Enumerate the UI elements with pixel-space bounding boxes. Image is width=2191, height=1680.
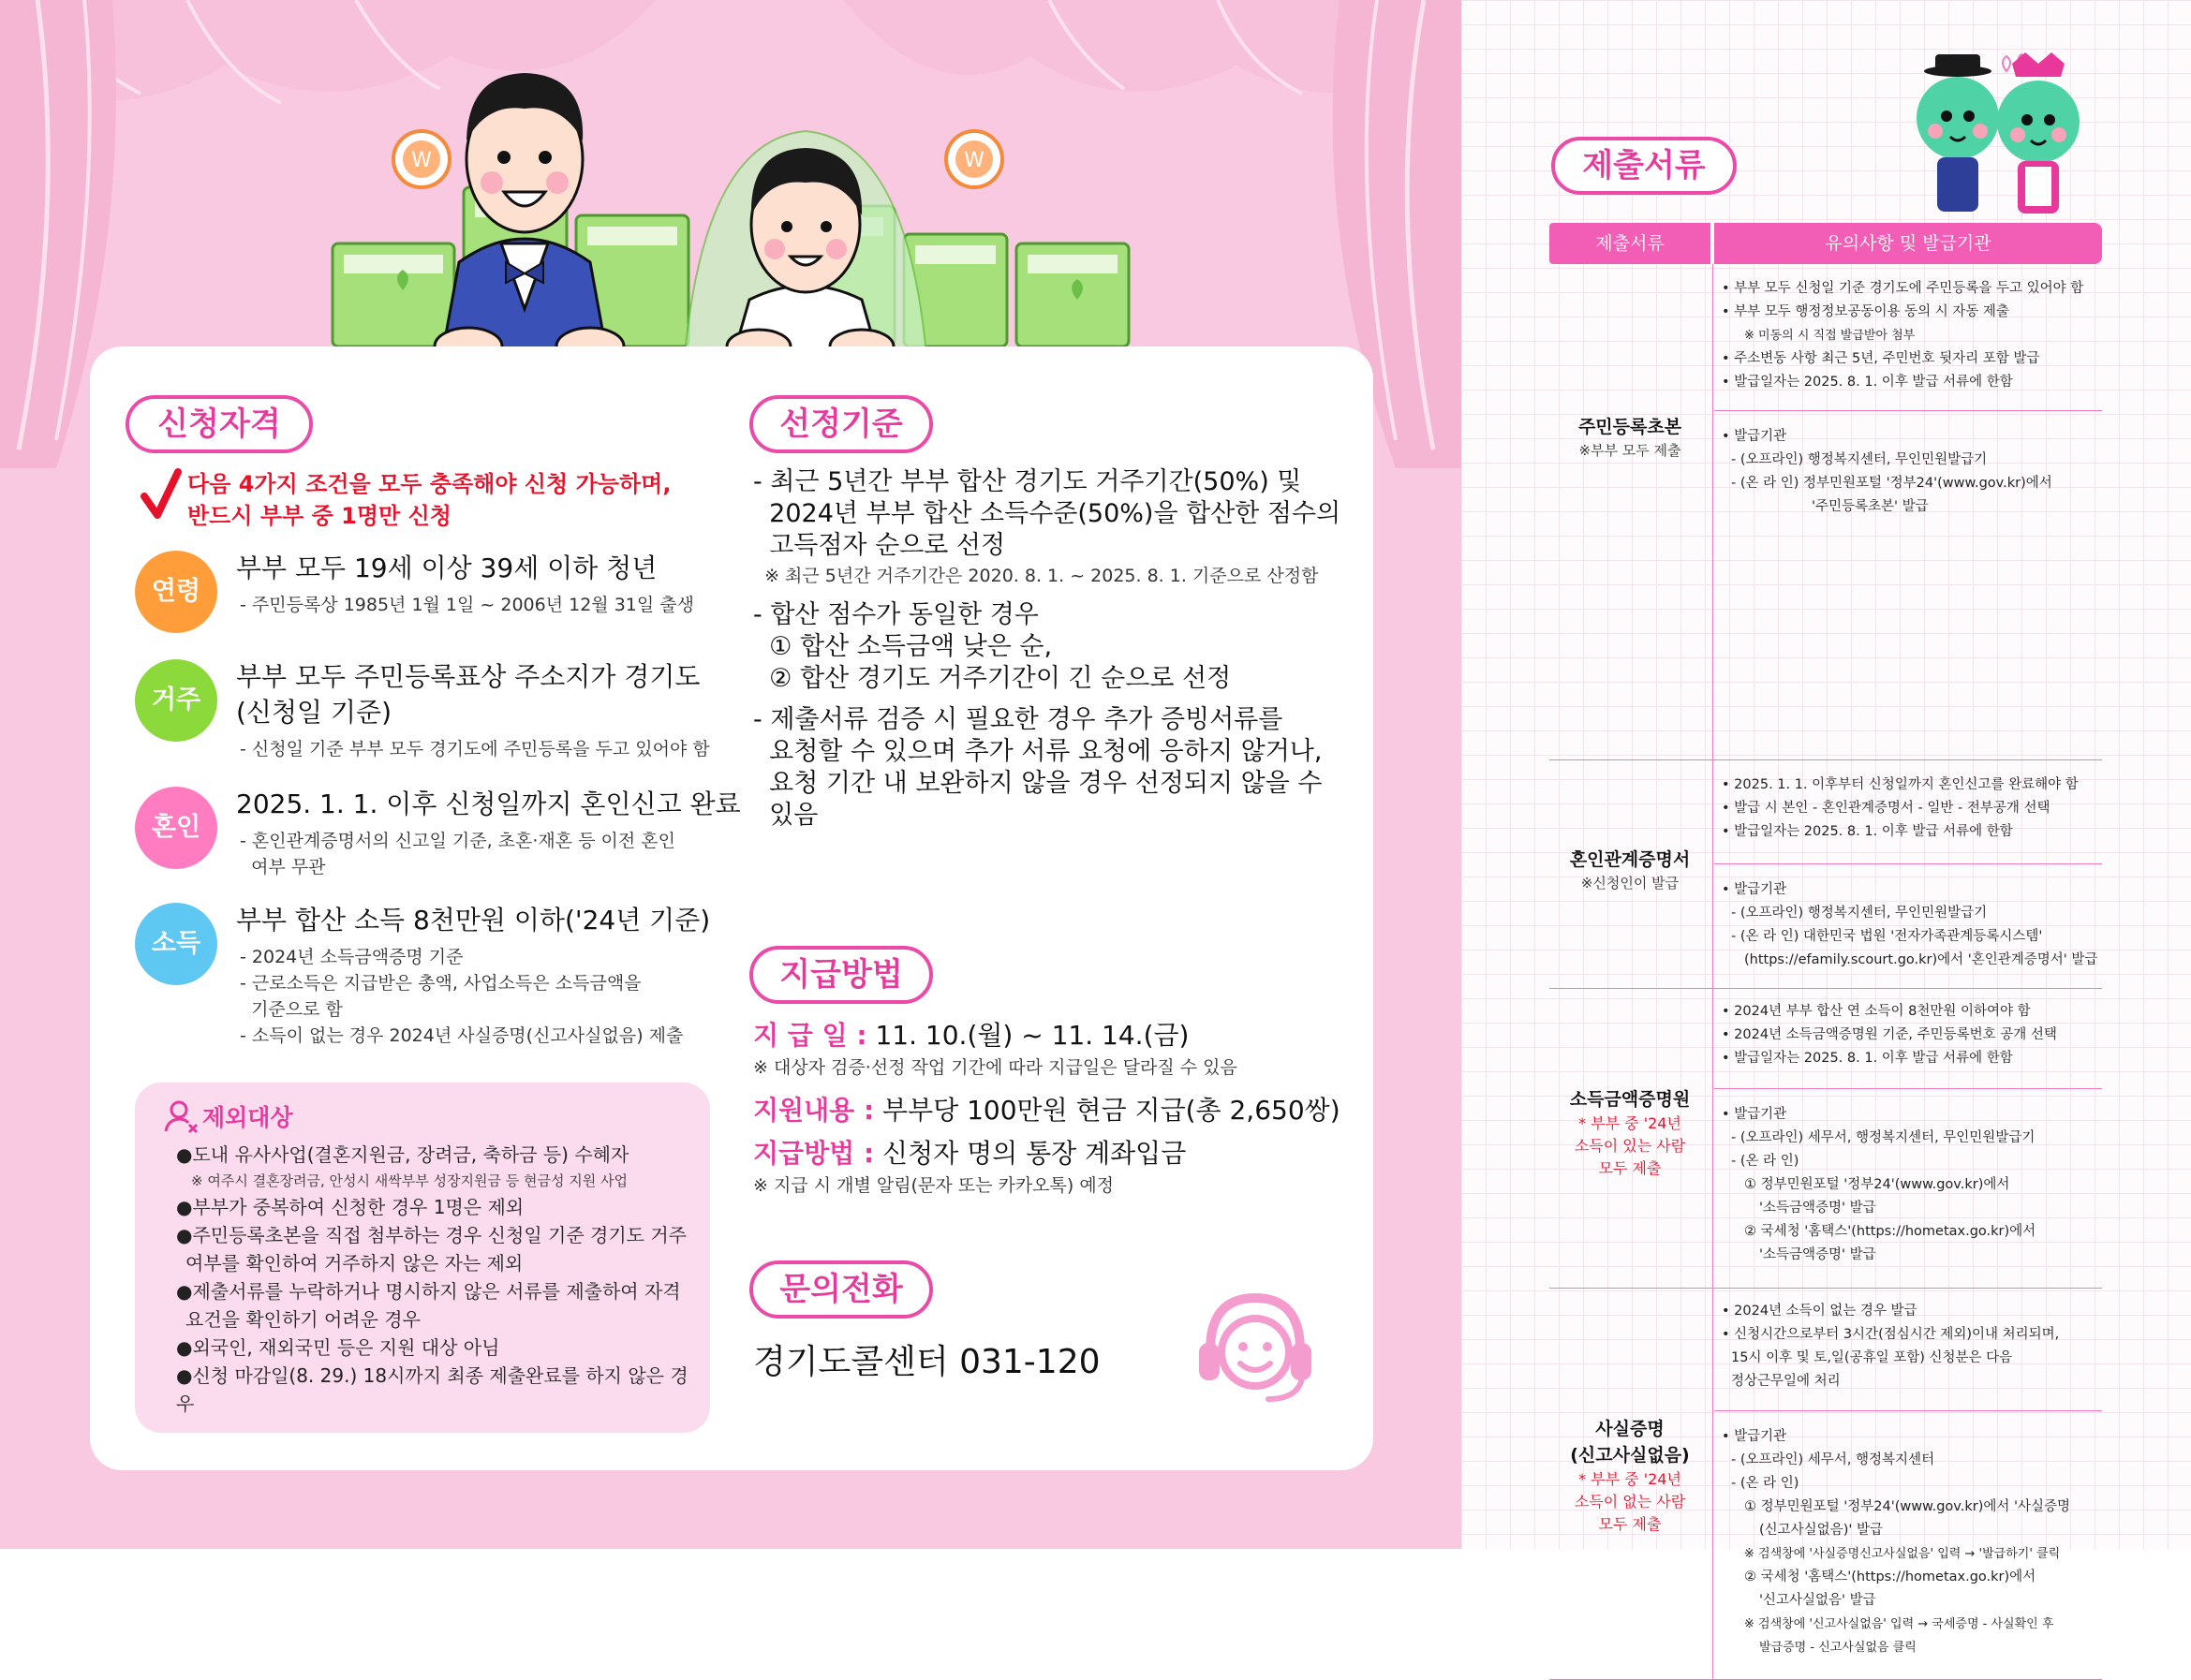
won-coin-icon [946,131,1002,187]
document-note-line: - (온 라 인) 정부민원포털 '정부24'(www.gov.kr)에서 [1731,476,2052,491]
document-sub: ※부부 모두 제출 [1578,442,1681,459]
notes-block [1722,774,2100,844]
document-note-line: - (오프라인) 행정복지센터, 무인민원발급기 [1731,906,1988,921]
notes-block [1722,1300,2100,1393]
document-note-line: • 발급 시 본인 - 혼인관계증명서 - 일반 - 전부공개 선택 [1722,801,2050,816]
document-note-line: 발급증명 - 신고사실없음 클릭 [1759,1641,1917,1655]
check-mark-icon [141,468,182,521]
document-note-line: • 발급기관 [1722,1429,1787,1444]
document-note-line: • 발급일자는 2025. 8. 1. 이후 발급 서류에 한함 [1722,824,2013,839]
selection-line: 있음 [753,801,819,830]
svg-text:W: W [411,149,432,172]
document-note-line: • 발급기관 [1722,1107,1787,1122]
document-name-cell [1549,1416,1710,1536]
exclusion-item: 여부를 확인하여 거주하지 않은 자는 제외 [185,1252,524,1275]
notes-block [1722,277,2100,394]
payment-title: 지급방법 [749,946,933,1004]
condition-detail: - 혼인관계증명서의 신고일 기준, 초혼·재혼 등 이전 혼인 [240,831,676,851]
exclusion-box [135,1083,710,1433]
document-note-line: '소득금액증명' 발급 [1759,1247,1876,1262]
exclusion-item: 요건을 확인하기 어려운 경우 [185,1308,421,1331]
payment-details [753,1017,1340,1210]
condition-detail: - 소득이 없는 경우 2024년 사실증명(신고사실없음) 제출 [240,1025,684,1046]
payment-date [753,1017,1334,1054]
document-note-line: ① 정부민원포털 '정부24'(www.gov.kr)에서 '사실증명 [1744,1499,2070,1514]
table-row [1549,264,2102,760]
condition-heading: 2025. 1. 1. 이후 신청일까지 혼인신고 완료 [236,788,741,819]
condition-detail: - 신청일 기준 부부 모두 경기도에 주민등록을 두고 있어야 함 [240,739,710,759]
document-sub: * 부부 중 '24년 소득이 없는 사람 모두 제출 [1574,1470,1686,1533]
document-note-line: - (온 라 인) [1731,1154,1799,1169]
document-note-line: - (온 라 인) [1731,1476,1799,1491]
document-name: 주민등록초본 [1577,417,1682,437]
exclusion-note: ※ 여주시 결혼장려금, 안성시 새싹부부 성장지원금 등 현금성 지원 사업 [191,1172,628,1189]
document-note-line: • 2024년 소득금액증명원 기준, 주민등록번호 공개 선택 [1722,1027,2057,1042]
payment-method [753,1135,1334,1172]
payment-content-value: 부부당 100만원 현금 지급(총 2,650쌍) [874,1095,1340,1126]
condition-detail: - 근로소득은 지급받은 총액, 사업소득은 소득금액을 [240,973,642,994]
payment-date-note: ※ 대상자 검증·선정 작업 기간에 따라 지급일은 달라질 수 있음 [753,1057,1237,1078]
exclusion-item: ●부부가 중복하여 신청한 경우 1명은 제외 [176,1196,525,1218]
document-name-cell [1549,847,1710,893]
income-badge: 소득 [135,903,217,985]
qualification-title: 신청자격 [126,395,313,453]
selection-line: 요청할 수 있으며 추가 서류 요청에 응하지 않거나, [753,737,1323,766]
selection-title: 선정기준 [749,395,933,453]
contact-phone: 경기도콜센터 031-120 [753,1343,1101,1381]
mascot-couple-illustration [1902,43,2089,230]
notes-block [1722,1000,2100,1070]
payment-method-note: ※ 지급 시 개별 알림(문자 또는 카카오톡) 예정 [753,1175,1115,1196]
document-note-line: - (오프라인) 세무서, 행정복지센터, 무인민원발급기 [1731,1130,2036,1145]
contact-title: 문의전화 [749,1260,933,1319]
selection-criteria [753,466,1341,832]
selection-line: 요청 기간 내 보완하지 않을 경우 선정되지 않을 수 [753,769,1323,798]
document-note-line: 정상근무일에 처리 [1731,1374,1841,1389]
document-note-line: ② 국세청 '홈택스'(https://hometax.go.kr)에서 [1744,1569,2036,1584]
table-row [1549,760,2102,989]
document-note-line: • 2025. 1. 1. 이후부터 신청일까지 혼인신고를 완료해야 함 [1722,777,2079,792]
document-sub: ※신청인이 발급 [1580,875,1680,892]
document-sub: * 부부 중 '24년 소득이 있는 사람 모두 제출 [1574,1114,1686,1177]
document-note-line: - (오프라인) 행정복지센터, 무인민원발급기 [1731,452,1988,467]
marriage-badge: 혼인 [135,787,217,869]
document-note-line: 15시 이후 및 토,일(공휴일 포함) 신청분은 다음 [1731,1350,2013,1365]
document-note-line: (신고사실없음)' 발급 [1759,1523,1883,1538]
document-name-cell [1549,414,1710,461]
documents-title: 제출서류 [1551,137,1737,195]
condition-heading: 부부 합산 소득 8천만원 이하('24년 기준) [236,905,711,936]
selection-line: 고득점자 순으로 선정 [753,531,1006,560]
document-note-line: • 2024년 소득이 없는 경우 발급 [1722,1304,1917,1319]
exclusion-item: ●외국인, 재외국민 등은 지원 대상 아님 [176,1336,500,1359]
document-note-line: • 발급기관 [1722,882,1787,897]
intro-line-1: 다음 4가지 조건을 모두 충족해야 신청 가능하며, [187,471,672,497]
person-x-icon [163,1098,200,1135]
condition-heading: 부부 모두 19세 이상 39세 이하 청년 [236,553,658,583]
document-note-line: ② 국세청 '홈택스'(https://hometax.go.kr)에서 [1744,1224,2036,1239]
issuer-block [1722,425,2100,519]
document-note-line: ※ 검색창에 '사실증명신고사실없음' 입력 → '발급하기' 클릭 [1744,1547,2061,1561]
payment-method-label: 지급방법 : [753,1138,875,1169]
residence-badge: 거주 [135,659,217,742]
table-header [1549,223,2102,264]
exclusion-item: ●제출서류를 누락하거나 명시하지 않은 서류를 제출하여 자격 [176,1280,681,1303]
document-note-line: • 2024년 부부 합산 연 소득이 8천만원 이하여야 함 [1722,1004,2031,1019]
issuer-block [1722,878,2100,972]
table-row [1549,989,2102,1289]
exclusion-item: ●신청 마감일(8. 29.) 18시까지 최종 제출완료를 하지 않은 경우 [176,1364,688,1415]
document-name-cell [1549,1086,1710,1180]
document-note-line: - (오프라인) 세무서, 행정복지센터 [1731,1452,1935,1467]
condition-detail: - 2024년 소득금액증명 기준 [240,947,464,967]
document-note-line: ※ 미동의 시 직접 발급받아 첨부 [1744,329,1916,343]
selection-line: - 최근 5년간 부부 합산 경기도 거주기간(50%) 및 [753,467,1302,496]
exclusion-item: ●주민등록초본을 직접 첨부하는 경우 신청일 기준 경기도 거주 [176,1224,687,1246]
condition-heading-2: (신청일 기준) [236,697,392,728]
document-note-line: '소득금액증명' 발급 [1759,1201,1876,1216]
condition-heading: 부부 모두 주민등록표상 주소지가 경기도 [236,661,701,692]
couple-illustration [403,28,984,365]
document-note-line: • 부부 모두 신청일 기준 경기도에 주민등록을 두고 있어야 함 [1722,281,2084,296]
payment-method-value: 신청자 명의 통장 계좌입금 [874,1138,1187,1169]
selection-line: ② 합산 경기도 거주기간이 긴 순으로 선정 [753,664,1232,693]
exclusion-item: ●도내 유사사업(결혼지원금, 장려금, 축하금 등) 수혜자 [176,1143,629,1166]
age-badge: 연령 [135,551,217,633]
headset-icon [1190,1285,1321,1407]
document-note-line: • 부부 모두 행정정보공동이용 동의 시 자동 제출 [1722,304,2009,319]
document-note-line: • 발급일자는 2025. 8. 1. 이후 발급 서류에 한함 [1722,375,2013,390]
selection-line: ① 합산 소득금액 낮은 순, [753,632,1053,661]
document-name: 혼인관계증명서 [1569,849,1691,870]
document-note-line: • 발급기관 [1722,429,1787,444]
column-header-notes: 유의사항 및 발급기관 [1714,223,2102,264]
document-note-line: '신고사실없음' 발급 [1759,1593,1876,1608]
document-note-line: (https://efamily.scourt.go.kr)에서 '혼인관계증명서' 발급 [1744,952,2098,967]
payment-date-label: 지 급 일 : [753,1020,867,1051]
condition-detail: - 주민등록상 1985년 1월 1일 ~ 2006년 12월 31일 출생 [240,595,694,615]
document-note-line: - (온 라 인) 대한민국 법원 '전자가족관계등록시스템' [1731,929,2043,944]
selection-line: - 합산 점수가 동일한 경우 [753,600,1039,629]
column-header-document: 제출서류 [1549,223,1710,264]
selection-line: 2024년 부부 합산 소득수준(50%)을 합산한 점수의 [753,499,1341,528]
document-note-line: • 발급일자는 2025. 8. 1. 이후 발급 서류에 한함 [1722,1051,2013,1066]
document-note-line: '주민등록초본' 발급 [1812,499,1929,514]
payment-content [753,1092,1340,1129]
table-row [1549,1289,2102,1680]
exclusion-list [161,1141,695,1418]
document-note-line: • 주소변동 사항 최근 5년, 주민번호 뒷자리 포함 발급 [1722,351,2040,366]
condition-detail: 여부 무관 [240,857,326,877]
document-name: 소득금액증명원 [1569,1089,1691,1110]
document-note-line: ※ 검색창에 '신고사실없음' 입력 → 국세증명 - 사실확인 후 [1744,1617,2054,1631]
document-note-line: • 신청시간으로부터 3시간(점심시간 제외)이내 처리되며, [1722,1327,2060,1342]
selection-line: - 제출서류 검증 시 필요한 경우 추가 증빙서류를 [753,705,1283,734]
exclusion-title: 제외대상 [202,1104,293,1131]
svg-text:W: W [964,149,984,172]
won-coin-icon [393,131,450,187]
payment-content-label: 지원내용 : [753,1095,875,1126]
condition-detail: 기준으로 함 [240,999,343,1020]
intro-line-2: 반드시 부부 중 1명만 신청 [187,503,452,529]
selection-note: ※ 최근 5년간 거주기간은 2020. 8. 1. ~ 2025. 8. 1. 기준으로 산정함 [753,566,1319,586]
issuer-block [1722,1103,2100,1267]
document-note-line: ① 정부민원포털 '정부24'(www.gov.kr)에서 [1744,1177,2010,1192]
issuer-block [1722,1425,2100,1659]
payment-date-value: 11. 10.(월) ~ 11. 14.(금) [866,1020,1190,1051]
document-name: 사실증명 (신고사실없음) [1570,1419,1690,1466]
